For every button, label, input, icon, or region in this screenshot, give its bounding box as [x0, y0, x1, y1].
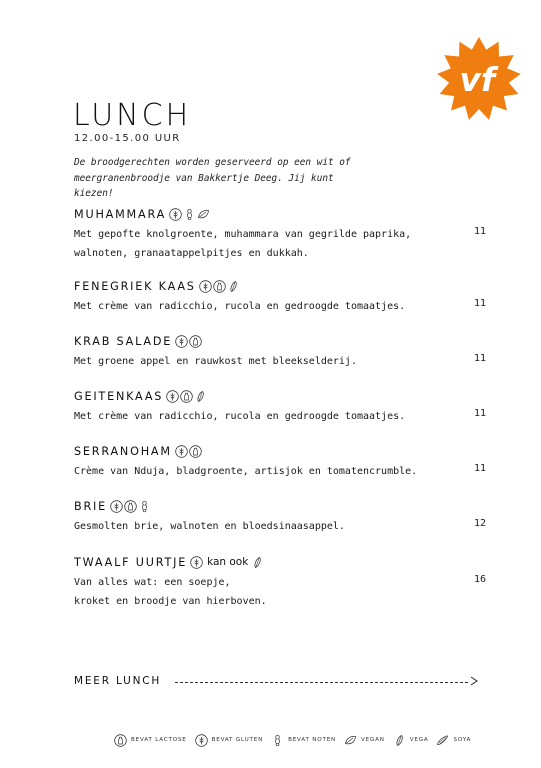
opening-hours: 12.00-15.00 UUR: [74, 133, 181, 144]
gluten-icon: [175, 335, 188, 348]
vega-icon: [251, 556, 264, 569]
extra-icons: [251, 556, 264, 569]
legend-label: BEVAT GLUTEN: [211, 737, 264, 743]
allergen-legend: [114, 733, 471, 747]
menu-item-description: [74, 297, 434, 316]
arrow-right-icon: [470, 676, 478, 686]
menu-item-name: TWAALF UURTJE: [74, 555, 188, 569]
menu-item-header: [74, 333, 486, 349]
allergen-icons: [110, 500, 151, 513]
legend-label: BEVAT NOTEN: [288, 737, 337, 743]
description-line: kroket en broodje van hierboven.: [74, 596, 267, 607]
legend-label: VEGA: [409, 737, 429, 743]
description-line: Crème van Nduja, bladgroente, artisjok en tomatencrumble.: [74, 466, 418, 477]
description-line: walnoten, granaatappelpitjes en dukkah.: [74, 248, 309, 259]
menu-item: [74, 443, 486, 481]
logo-text: vf: [459, 61, 496, 100]
menu-item: [74, 388, 486, 426]
legend-entry: [393, 734, 429, 747]
lactose-icon: [124, 500, 137, 513]
allergen-icons: [190, 556, 203, 569]
gluten-icon: [175, 445, 188, 458]
menu-item-name: GEITENKAAS: [74, 389, 164, 403]
gluten-icon: [190, 556, 203, 569]
description-line: Gesmolten brie, walnoten en bloedsinaasappel.: [74, 521, 345, 532]
gluten-icon: [110, 500, 123, 513]
menu-item-header: [74, 498, 486, 514]
lactose-icon: [114, 734, 127, 747]
menu-item-description: [74, 225, 434, 263]
legend-entry: [114, 734, 187, 747]
menu-item-description: [74, 517, 434, 536]
legend-entry: [344, 734, 385, 747]
vega-icon: [393, 734, 406, 747]
lactose-icon: [213, 280, 226, 293]
legend-entry: [436, 734, 471, 747]
description-line: Met crème van radicchio, rucola en gedroogde tomaatjes.: [74, 411, 406, 422]
menu-item-price: 11: [473, 353, 486, 364]
description-line: Met crème van radicchio, rucola en gedroogde tomaatjes.: [74, 301, 406, 312]
nuts-icon: [183, 208, 196, 221]
menu-item-name: SERRANOHAM: [74, 444, 172, 458]
menu-item-header: [74, 278, 486, 294]
meer-lunch-label: MEER LUNCH: [74, 675, 162, 687]
lactose-icon: [189, 445, 202, 458]
gluten-icon: [166, 390, 179, 403]
allergen-icons: [169, 208, 210, 221]
menu-item-description: [74, 407, 434, 426]
menu-item-price: 11: [473, 226, 486, 237]
vf-logo: [436, 36, 522, 122]
menu-item-description: [74, 573, 434, 611]
nuts-icon: [138, 500, 151, 513]
menu-item: [74, 333, 486, 371]
description-line: Met gepofte knolgroente, muhammara van gegrilde paprika,: [74, 229, 412, 240]
menu-item-description: [74, 352, 434, 371]
dashed-leader: [175, 682, 468, 683]
menu-item-header: [74, 206, 486, 222]
legend-entry: [195, 734, 263, 747]
vegan-icon: [197, 208, 210, 221]
menu-item-name: BRIE: [74, 499, 108, 513]
menu-item-header: [74, 443, 486, 459]
menu-item-price: 11: [473, 298, 486, 309]
description-line: Met groene appel en rauwkost met bleekselderij.: [74, 356, 357, 367]
gluten-icon: [195, 734, 208, 747]
vega-icon: [194, 390, 207, 403]
legend-label: VEGAN: [361, 737, 385, 743]
menu-item-header: [74, 554, 486, 570]
menu-item-price: 11: [473, 408, 486, 419]
description-line: Van alles wat: een soepje,: [74, 577, 231, 588]
menu-item-name: MUHAMMARA: [74, 207, 167, 221]
menu-item: [74, 206, 486, 263]
menu-item-name: KRAB SALADE: [74, 334, 173, 348]
menu-item-name: FENEGRIEK KAAS: [74, 279, 196, 293]
meer-lunch-link[interactable]: [74, 673, 478, 689]
allergen-icons: [175, 445, 202, 458]
menu-item: [74, 554, 486, 611]
nuts-icon: [271, 734, 284, 747]
menu-item-extra: kan ook: [207, 556, 249, 568]
menu-item-price: 16: [473, 574, 486, 585]
soya-icon: [436, 734, 449, 747]
intro-text: De broodgerechten worden geserveerd op een wit of meergranenbroodje van Bakkertje Deeg. Jij kunt kiezen!: [74, 157, 351, 199]
allergen-icons: [166, 390, 207, 403]
menu-item-header: [74, 388, 486, 404]
allergen-icons: [175, 335, 202, 348]
gluten-icon: [199, 280, 212, 293]
legend-label: SOYA: [453, 737, 472, 743]
vega-icon: [227, 280, 240, 293]
page-title: LUNCH: [73, 98, 192, 133]
menu-item-price: 12: [473, 518, 486, 529]
lactose-icon: [180, 390, 193, 403]
allergen-icons: [199, 280, 240, 293]
menu-item: [74, 278, 486, 316]
menu-item: [74, 498, 486, 536]
menu-item-description: [74, 462, 434, 481]
legend-label: BEVAT LACTOSE: [131, 737, 187, 743]
legend-entry: [271, 734, 336, 747]
lactose-icon: [189, 335, 202, 348]
menu-item-price: 11: [473, 463, 486, 474]
gluten-icon: [169, 208, 182, 221]
vegan-icon: [344, 734, 357, 747]
